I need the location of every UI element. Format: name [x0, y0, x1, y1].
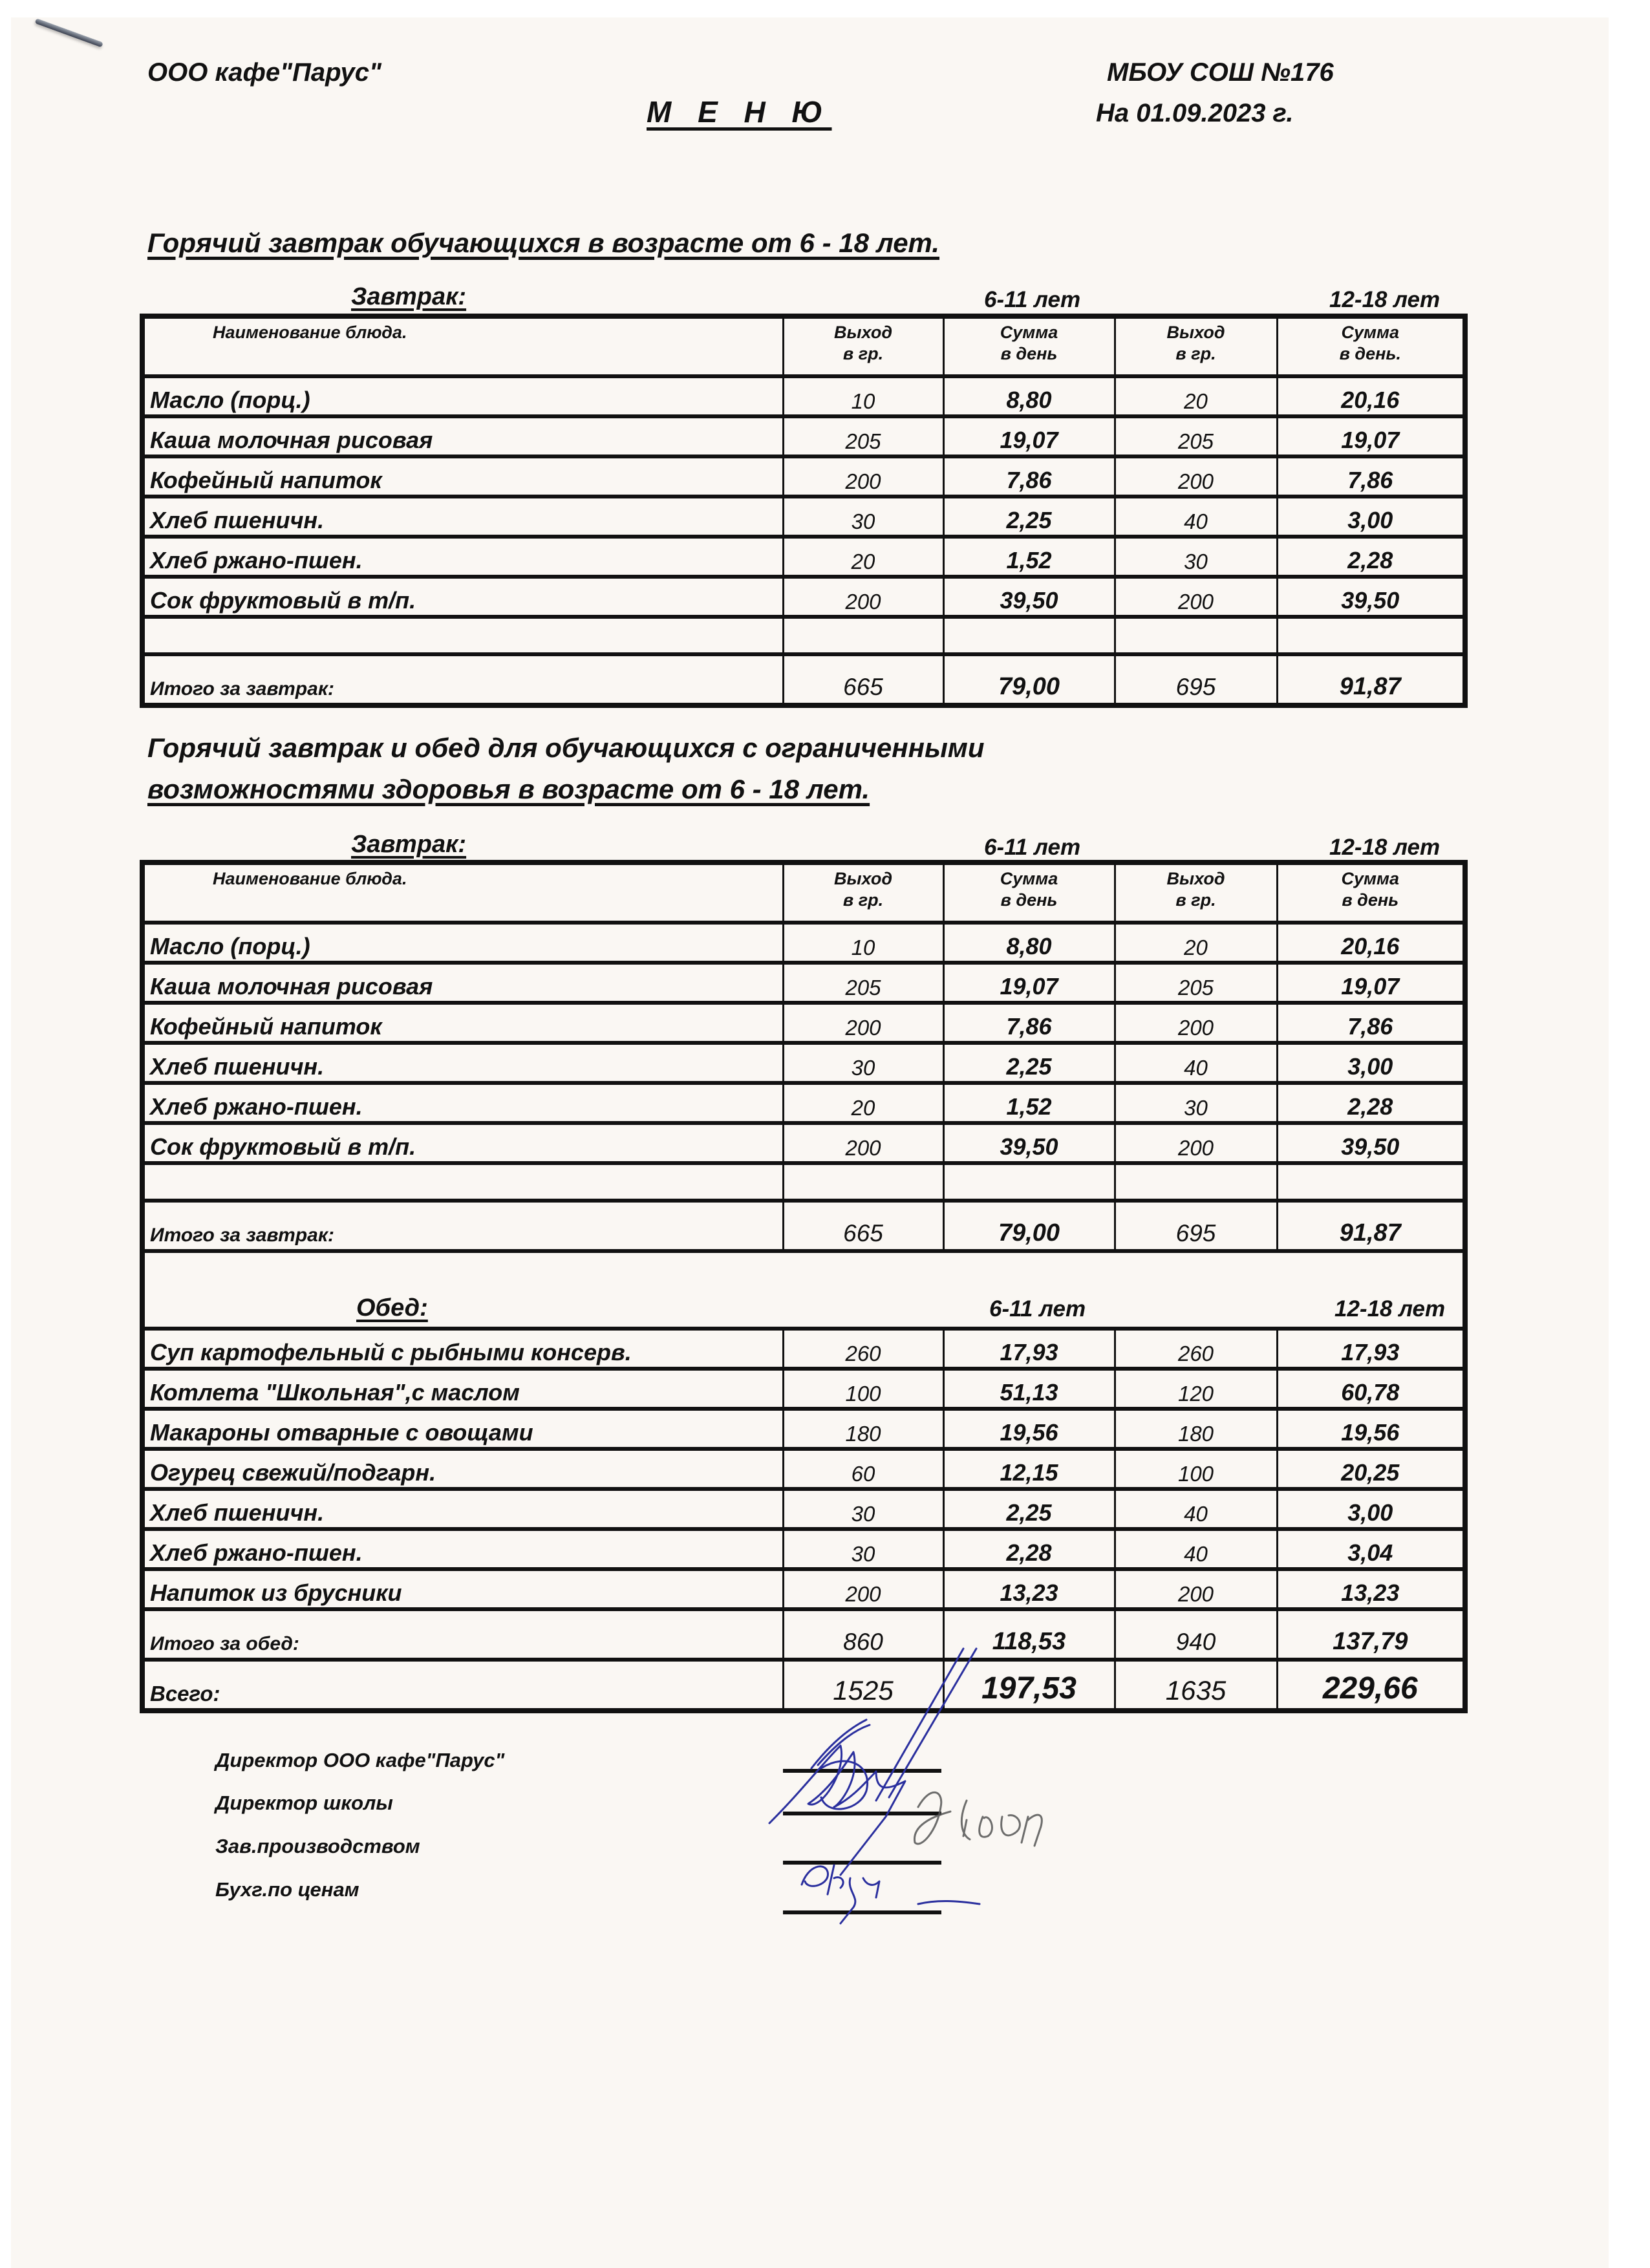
table-row — [142, 1369, 1465, 1409]
total-label: Итого за завтрак: — [142, 1201, 783, 1251]
sum-1: 39,50 — [943, 1123, 1115, 1163]
dish-name: Каша молочная рисовая — [142, 416, 783, 456]
column-header-sum-1 — [943, 862, 1115, 923]
sum-2: 60,78 — [1277, 1369, 1465, 1409]
column-header-line: в день. — [1339, 344, 1401, 363]
table-row — [142, 1123, 1465, 1163]
table-header-row — [142, 316, 1465, 376]
total-sum-2: 137,79 — [1277, 1609, 1465, 1660]
sum-1: 8,80 — [943, 376, 1115, 416]
sum-1: 19,07 — [943, 963, 1115, 1003]
yield-1: 100 — [783, 1369, 943, 1409]
section2-meal-label: Завтрак: — [351, 831, 467, 858]
column-header-line: в гр. — [842, 344, 884, 363]
table-row — [142, 1489, 1465, 1529]
sum-1: 7,86 — [943, 456, 1115, 497]
table-row — [142, 497, 1465, 537]
sum-1: 51,13 — [943, 1369, 1115, 1409]
table-row — [142, 577, 1465, 617]
dish-name: Хлеб ржано-пшен. — [142, 1083, 783, 1123]
table-row — [142, 963, 1465, 1003]
signature-role-accountant: Бухг.по ценам — [215, 1878, 359, 1901]
column-header-sum-1 — [943, 316, 1115, 376]
column-header-line: Сумма — [1000, 323, 1058, 342]
empty-cell — [1277, 1163, 1465, 1201]
lunch-age-group-1: 6-11 лет — [989, 1296, 1086, 1321]
yield-1: 10 — [783, 923, 943, 963]
dish-name: Сок фруктовый в т/п. — [142, 577, 783, 617]
column-header-line: Выход — [1166, 869, 1225, 888]
dish-name: Напиток из брусники — [142, 1569, 783, 1609]
total-yield-2: 940 — [1115, 1609, 1277, 1660]
yield-1: 200 — [783, 1003, 943, 1043]
yield-1: 200 — [783, 456, 943, 497]
sum-1: 19,07 — [943, 416, 1115, 456]
sum-2: 2,28 — [1277, 537, 1465, 577]
yield-2: 200 — [1115, 1569, 1277, 1609]
column-header-line: Выход — [833, 869, 893, 888]
yield-2: 180 — [1115, 1409, 1277, 1449]
sum-1: 8,80 — [943, 923, 1115, 963]
dish-name: Котлета "Школьная",с маслом — [142, 1369, 783, 1409]
sum-1: 2,25 — [943, 1043, 1115, 1083]
table-row — [142, 456, 1465, 497]
sum-2: 19,07 — [1277, 416, 1465, 456]
table-row — [142, 376, 1465, 416]
sum-2: 17,93 — [1277, 1329, 1465, 1369]
table-row — [142, 1329, 1465, 1369]
school-name: МБОУ СОШ №176 — [1107, 58, 1334, 87]
sum-2: 39,50 — [1277, 577, 1465, 617]
column-header-line: в день — [1342, 890, 1399, 910]
sum-1: 7,86 — [943, 1003, 1115, 1043]
yield-2: 200 — [1115, 1123, 1277, 1163]
table-row — [142, 1529, 1465, 1569]
empty-cell — [1277, 617, 1465, 654]
empty-cell — [943, 617, 1115, 654]
sum-2: 19,56 — [1277, 1409, 1465, 1449]
total-label: Итого за обед: — [142, 1609, 783, 1660]
column-header-line: в день — [1000, 890, 1058, 910]
dish-name: Хлеб пшеничн. — [142, 1489, 783, 1529]
cafe-director-signature — [769, 1649, 976, 1875]
column-header-yield-1 — [783, 316, 943, 376]
dish-name: Макароны отварные с овощами — [142, 1409, 783, 1449]
yield-2: 40 — [1115, 1043, 1277, 1083]
table-row — [142, 1003, 1465, 1043]
sum-2: 7,86 — [1277, 456, 1465, 497]
column-header-yield-2 — [1115, 862, 1277, 923]
empty-cell — [783, 617, 943, 654]
accountant-signature — [802, 1865, 980, 1923]
sum-2: 13,23 — [1277, 1569, 1465, 1609]
table-row — [142, 1083, 1465, 1123]
yield-2: 200 — [1115, 1003, 1277, 1043]
yield-2: 200 — [1115, 577, 1277, 617]
yield-1: 30 — [783, 497, 943, 537]
sum-1: 17,93 — [943, 1329, 1115, 1369]
yield-1: 205 — [783, 416, 943, 456]
yield-1: 20 — [783, 537, 943, 577]
table-header-row — [142, 862, 1465, 923]
sum-1: 2,25 — [943, 1489, 1115, 1529]
dish-name: Масло (порц.) — [142, 376, 783, 416]
grand-total-yield-1: 1525 — [783, 1660, 943, 1711]
yield-1: 200 — [783, 1569, 943, 1609]
section1-title: Горячий завтрак обучающихся в возрасте от 6 - 18 лет. — [147, 228, 940, 258]
yield-1: 60 — [783, 1449, 943, 1489]
signature-role-school-director: Директор школы — [215, 1792, 393, 1814]
yield-2: 20 — [1115, 376, 1277, 416]
sum-1: 2,28 — [943, 1529, 1115, 1569]
yield-1: 200 — [783, 577, 943, 617]
total-sum-2: 91,87 — [1277, 654, 1465, 705]
signature-role-production-head: Зав.производством — [215, 1835, 420, 1857]
yield-2: 120 — [1115, 1369, 1277, 1409]
lunch-age-group-2: 12-18 лет — [1334, 1296, 1446, 1321]
column-header-name: Наименование блюда. — [142, 862, 783, 923]
table-row — [142, 1449, 1465, 1489]
empty-cell — [142, 1163, 783, 1201]
total-row — [142, 1201, 1465, 1251]
table-row — [142, 537, 1465, 577]
document-date: На 01.09.2023 г. — [1096, 99, 1294, 127]
signature-role-cafe-director: Директор ООО кафе"Парус" — [215, 1749, 505, 1771]
sum-2: 3,04 — [1277, 1529, 1465, 1569]
section1-meal-label: Завтрак: — [351, 283, 467, 310]
dish-name: Кофейный напиток — [142, 1003, 783, 1043]
yield-2: 260 — [1115, 1329, 1277, 1369]
sum-1: 1,52 — [943, 1083, 1115, 1123]
sum-2: 3,00 — [1277, 1043, 1465, 1083]
dish-name: Огурец свежий/подгарн. — [142, 1449, 783, 1489]
sum-2: 20,16 — [1277, 923, 1465, 963]
sum-2: 19,07 — [1277, 963, 1465, 1003]
yield-2: 40 — [1115, 1489, 1277, 1529]
sum-2: 20,16 — [1277, 376, 1465, 416]
table-row — [142, 1409, 1465, 1449]
sum-2: 7,86 — [1277, 1003, 1465, 1043]
column-header-line: в день — [1000, 344, 1058, 363]
grand-total-label: Всего: — [142, 1660, 783, 1711]
column-header-yield-1 — [783, 862, 943, 923]
dish-name: Хлеб пшеничн. — [142, 1043, 783, 1083]
yield-2: 205 — [1115, 963, 1277, 1003]
empty-cell — [943, 1163, 1115, 1201]
table-row — [142, 923, 1465, 963]
total-sum-1: 79,00 — [943, 654, 1115, 705]
empty-cell — [1115, 617, 1277, 654]
document-title: М Е Н Ю — [647, 95, 832, 129]
total-row — [142, 654, 1465, 705]
sum-1: 39,50 — [943, 577, 1115, 617]
sum-2: 3,00 — [1277, 497, 1465, 537]
column-header-line: Сумма — [1341, 323, 1399, 342]
lunch-section-header — [142, 1251, 1465, 1329]
yield-2: 100 — [1115, 1449, 1277, 1489]
total-yield-2: 695 — [1115, 1201, 1277, 1251]
column-header-sum-2 — [1277, 316, 1465, 376]
sum-1: 19,56 — [943, 1409, 1115, 1449]
dish-name: Хлеб ржано-пшен. — [142, 537, 783, 577]
column-header-line: в гр. — [842, 890, 884, 910]
dish-name: Хлеб ржано-пшен. — [142, 1529, 783, 1569]
yield-1: 20 — [783, 1083, 943, 1123]
total-yield-1: 665 — [783, 1201, 943, 1251]
empty-row — [142, 617, 1465, 654]
dish-name: Кофейный напиток — [142, 456, 783, 497]
yield-2: 20 — [1115, 923, 1277, 963]
sum-2: 20,25 — [1277, 1449, 1465, 1489]
yield-1: 200 — [783, 1123, 943, 1163]
dish-name: Хлеб пшеничн. — [142, 497, 783, 537]
column-header-name: Наименование блюда. — [142, 316, 783, 376]
table-row — [142, 416, 1465, 456]
column-header-line: в гр. — [1175, 344, 1216, 363]
grand-total-sum-1: 197,53 — [943, 1660, 1115, 1711]
column-header-line: в гр. — [1175, 890, 1216, 910]
total-sum-2: 91,87 — [1277, 1201, 1465, 1251]
section1-age-group-2: 12-18 лет — [1329, 287, 1441, 312]
total-sum-1: 79,00 — [943, 1201, 1115, 1251]
yield-1: 205 — [783, 963, 943, 1003]
yield-2: 40 — [1115, 1529, 1277, 1569]
section2-title-line1: Горячий завтрак и обед для обучающихся с ограниченными — [147, 733, 985, 763]
yield-1: 30 — [783, 1043, 943, 1083]
total-yield-2: 695 — [1115, 654, 1277, 705]
breakfast-table — [140, 314, 1468, 708]
grand-total-sum-2: 229,66 — [1277, 1660, 1465, 1711]
section2-age-group-2: 12-18 лет — [1329, 835, 1441, 860]
dish-name: Сок фруктовый в т/п. — [142, 1123, 783, 1163]
total-yield-1: 665 — [783, 654, 943, 705]
empty-row — [142, 1163, 1465, 1201]
sum-2: 39,50 — [1277, 1123, 1465, 1163]
total-yield-1: 860 — [783, 1609, 943, 1660]
dish-name: Масло (порц.) — [142, 923, 783, 963]
sum-2: 3,00 — [1277, 1489, 1465, 1529]
column-header-yield-2 — [1115, 316, 1277, 376]
dish-name: Каша молочная рисовая — [142, 963, 783, 1003]
sum-1: 2,25 — [943, 497, 1115, 537]
yield-2: 205 — [1115, 416, 1277, 456]
yield-2: 200 — [1115, 456, 1277, 497]
yield-1: 10 — [783, 376, 943, 416]
column-header-line: Выход — [833, 323, 893, 342]
yield-1: 30 — [783, 1489, 943, 1529]
sum-1: 1,52 — [943, 537, 1115, 577]
empty-cell — [783, 1163, 943, 1201]
yield-1: 180 — [783, 1409, 943, 1449]
company-name: ООО кафе"Парус" — [147, 58, 381, 87]
column-header-line: Выход — [1166, 323, 1225, 342]
column-header-sum-2 — [1277, 862, 1465, 923]
sum-1: 13,23 — [943, 1569, 1115, 1609]
sum-1: 12,15 — [943, 1449, 1115, 1489]
table-row — [142, 1043, 1465, 1083]
sum-2: 2,28 — [1277, 1083, 1465, 1123]
school-director-signature — [914, 1792, 1042, 1846]
column-header-line: Сумма — [1000, 869, 1058, 888]
section2-age-group-1: 6-11 лет — [984, 835, 1081, 860]
lunch-label: Обед: — [356, 1294, 428, 1321]
column-header-line: Сумма — [1341, 869, 1399, 888]
table-row — [142, 1569, 1465, 1609]
yield-2: 40 — [1115, 497, 1277, 537]
total-sum-1: 118,53 — [943, 1609, 1115, 1660]
yield-2: 30 — [1115, 1083, 1277, 1123]
grand-total-yield-2: 1635 — [1115, 1660, 1277, 1711]
handwritten-signatures — [744, 1642, 1131, 1940]
dish-name: Суп картофельный с рыбными консерв. — [142, 1329, 783, 1369]
empty-cell — [1115, 1163, 1277, 1201]
section2-title-line2: возможностями здоровья в возрасте от 6 - 18 лет. — [147, 774, 870, 804]
special-needs-table — [140, 860, 1468, 1713]
yield-2: 30 — [1115, 537, 1277, 577]
section1-age-group-1: 6-11 лет — [984, 287, 1081, 312]
yield-1: 260 — [783, 1329, 943, 1369]
lunch-header-cell — [142, 1251, 1465, 1329]
empty-cell — [142, 617, 783, 654]
yield-1: 30 — [783, 1529, 943, 1569]
total-label: Итого за завтрак: — [142, 654, 783, 705]
